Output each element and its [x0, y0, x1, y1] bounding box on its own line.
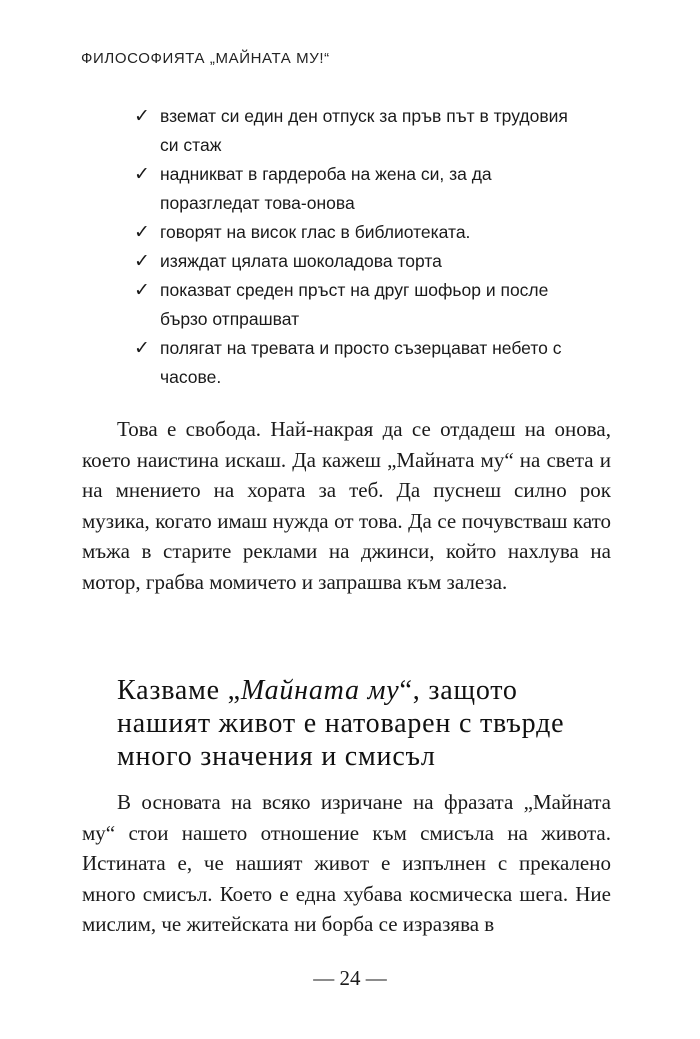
list-item-text: вземат си един ден отпуск за пръв път в трудовия си стаж [160, 106, 568, 155]
checkmark-icon: ✓ [134, 105, 150, 127]
list-item [134, 247, 574, 276]
checkmark-icon: ✓ [134, 337, 150, 359]
checkmark-icon: ✓ [134, 163, 150, 185]
list-item [134, 218, 574, 247]
checkmark-icon: ✓ [134, 279, 150, 301]
body-paragraph: В основата на всяко изричане на фразата „Майната му“ стои нашето отношение към смисъла на живота. Истината е, че нашият живот е изпълнен с прекалено много смисъл. Което е една хубава космическа шега. Ние мислим, че житейската ни борба се изразява в [82, 790, 611, 936]
list-item [134, 334, 574, 392]
list-item-text: показват среден пръст на друг шофьор и после бързо отпрашват [160, 280, 549, 329]
page-number: — 24 — [313, 966, 387, 990]
heading-text-end: “, защото нашият живот е натоварен с твърде много значения и смисъл [117, 675, 565, 772]
checkmark-icon: ✓ [134, 250, 150, 272]
list-item-text: говорят на висок глас в библиотеката. [160, 222, 471, 242]
heading-italic-phrase: Майната му [240, 675, 400, 706]
list-item-text: надникват в гардероба на жена си, за да поразгледат това-онова [160, 164, 492, 213]
list-item [134, 160, 574, 218]
list-item [134, 276, 574, 334]
list-item-text: полягат на тревата и просто съзерцават небето с часове. [160, 338, 562, 387]
checkmark-icon: ✓ [134, 221, 150, 243]
body-paragraph: Това е свобода. Най-накрая да се отдадеш на онова, което наистина искаш. Да кажеш „Майната му“ на света и на мнението на хората за теб. Да пуснеш силно рок музика, когато имаш нужда от това. Да се почувстваш като мъжа в старите реклами на джинси, който нахлува на мотор, грабва момичето и запрашва към залеза. [82, 417, 611, 594]
list-item [134, 102, 574, 160]
list-item-text: изяждат цялата шоколадова торта [160, 251, 442, 271]
running-head: ФИЛОСОФИЯТА „МАЙНАТА МУ!“ [81, 50, 330, 67]
checklist [134, 102, 574, 392]
heading-text-start: Казваме „ [117, 675, 241, 706]
section-heading [117, 674, 617, 773]
